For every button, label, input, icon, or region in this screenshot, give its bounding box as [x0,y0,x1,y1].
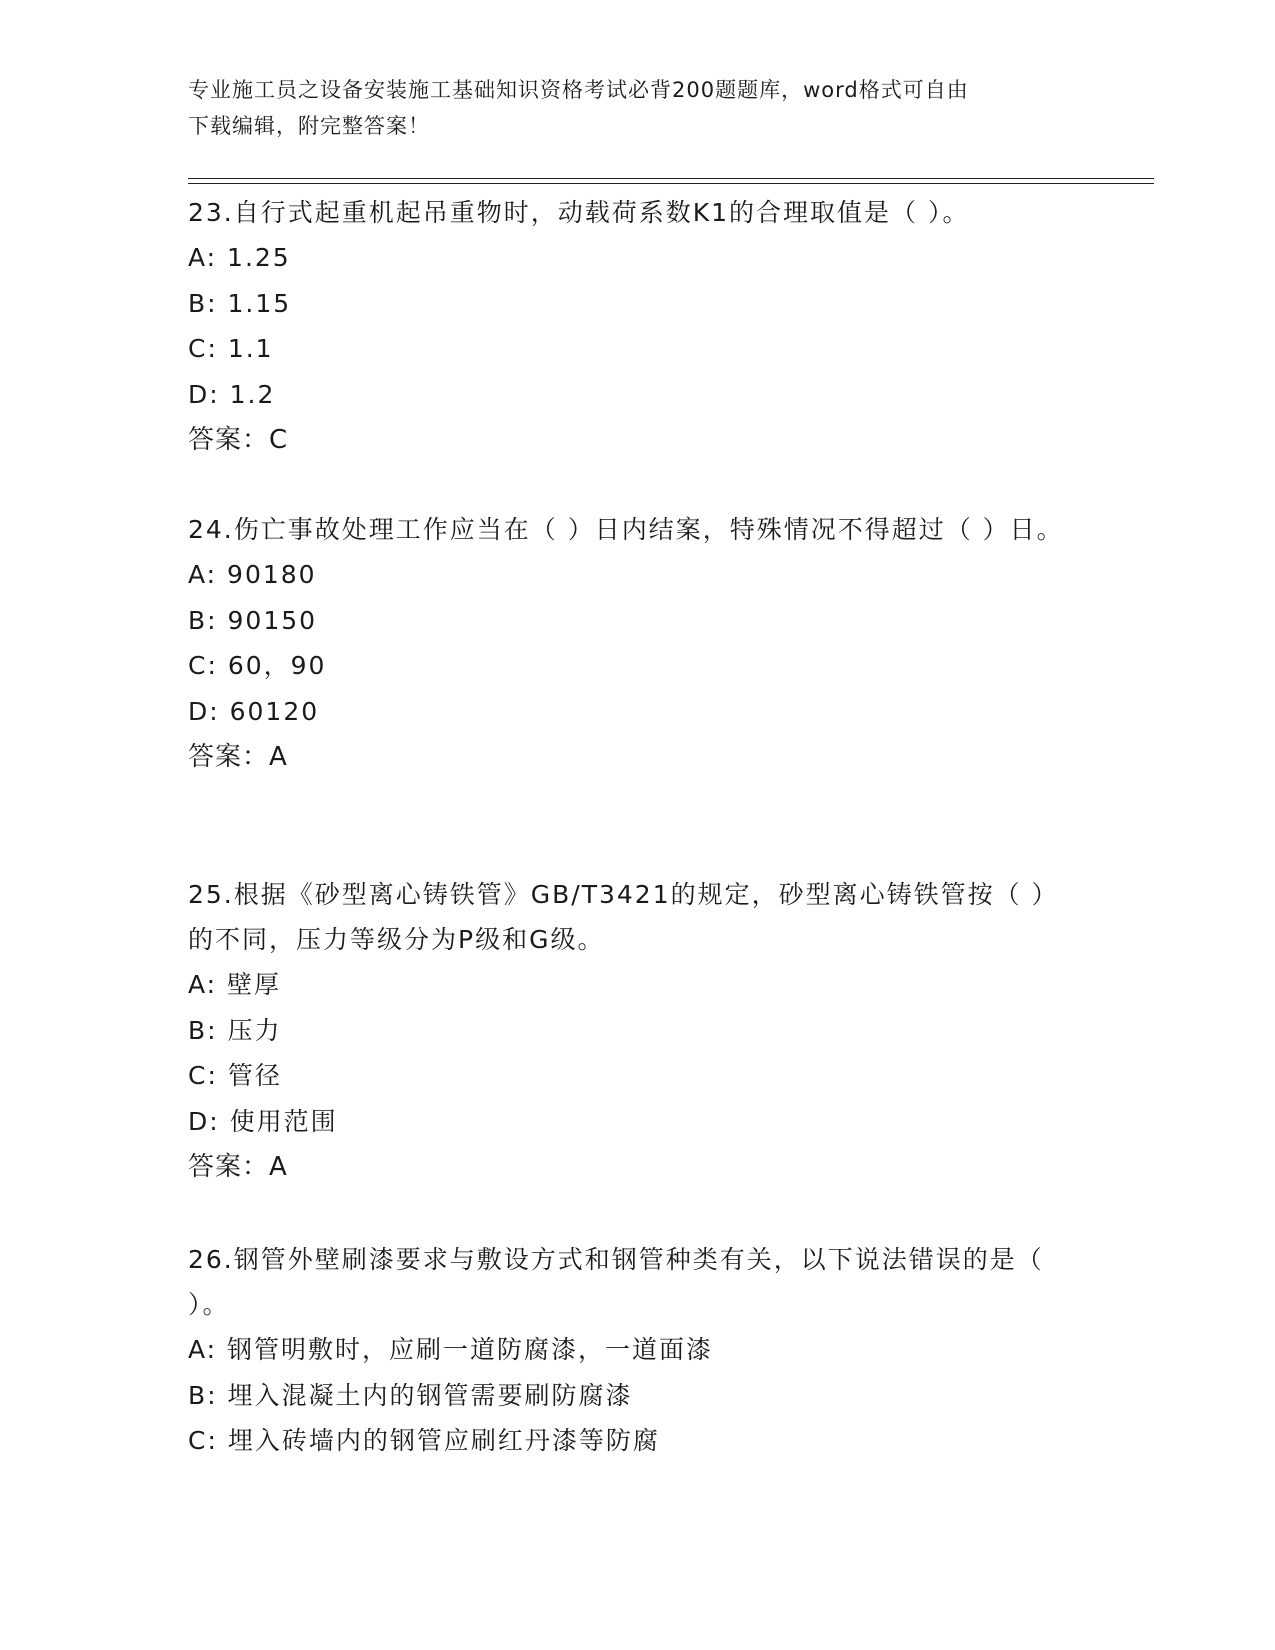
option-b: B: 压力 [188,1015,282,1045]
question-stem: 24.伤亡事故处理工作应当在（ ）日内结案，特殊情况不得超过（ ）日。 [188,515,1064,544]
option-d: D: 60120 [188,696,320,726]
header-line-2: 下载编辑，附完整答案！ [188,114,430,138]
question-stem: 23.自行式起重机起吊重物时，动载荷系数K1的合理取值是（ ）。 [188,198,970,227]
option-a: A: 1.25 [188,243,291,272]
option-b: B: 90150 [188,605,318,635]
question-stem: 25.根据《砂型离心铸铁管》GB/T3421的规定，砂型离心铸铁管按（ ）的不同，压力等级分为P级和G级。 [188,880,1059,954]
question-25 [188,872,1078,1190]
header-divider-bottom [188,183,1154,184]
answer-text: 答案：A [188,742,288,772]
answer-text: 答案：A [188,1152,288,1182]
option-c: C: 埋入砖墙内的钢管应刷红丹漆等防腐 [188,1426,660,1455]
option-c: C: 1.1 [188,334,274,363]
option-c: C: 60，90 [188,651,327,680]
option-a: A: 钢管明敷时，应刷一道防腐漆，一道面漆 [188,1335,714,1364]
option-d: D: 使用范围 [188,1106,338,1136]
option-a: A: 壁厚 [188,970,282,999]
option-b: B: 1.15 [188,288,292,318]
answer-text: 答案：C [188,425,289,455]
question-24 [188,507,1078,780]
option-a: A: 90180 [188,560,317,589]
option-c: C: 管径 [188,1061,282,1090]
header-line-1: 专业施工员之设备安装施工基础知识资格考试必背200题题库，word格式可自由 [188,78,969,102]
option-d: D: 1.2 [188,379,276,409]
option-b: B: 埋入混凝土内的钢管需要刷防腐漆 [188,1380,633,1410]
document-header [188,72,1078,144]
question-23 [188,190,1078,463]
question-stem: 26.钢管外壁刷漆要求与敷设方式和钢管种类有关，以下说法错误的是（ ）。 [188,1245,1044,1319]
header-divider-top [188,178,1154,179]
question-26 [188,1237,1078,1464]
